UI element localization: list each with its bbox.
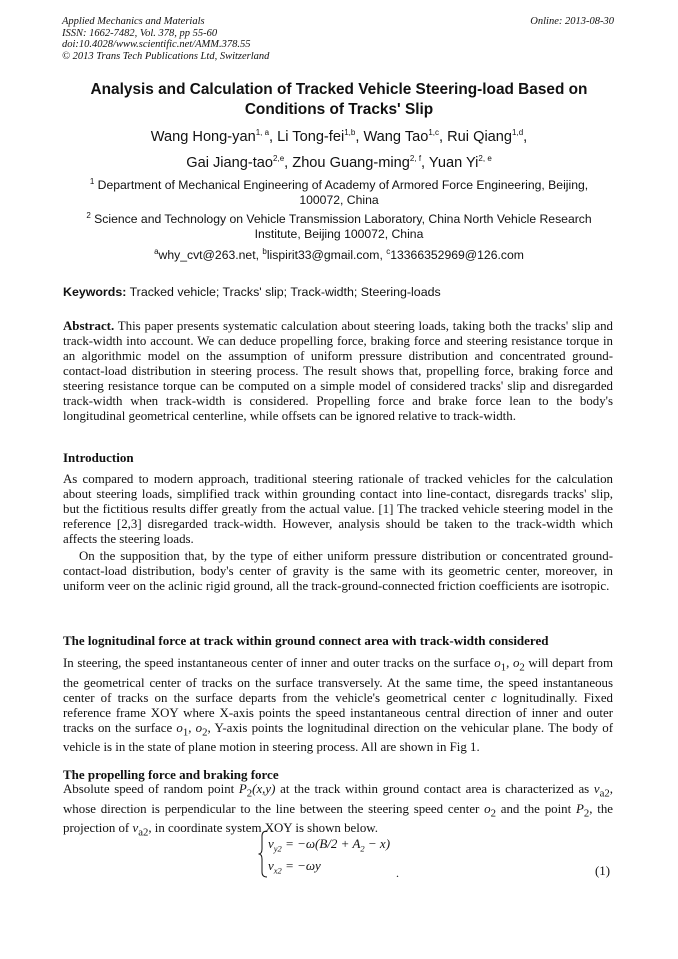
math-sub: a2 xyxy=(599,787,610,800)
text-run: Absolute speed of random point xyxy=(63,782,239,796)
text-run: , in coordinate system XOY is shown below. xyxy=(148,821,378,836)
equation-1 xyxy=(258,830,418,878)
copyright-line: © 2013 Trans Tech Publications Ltd, Switzerland xyxy=(62,50,270,62)
math-o2: o xyxy=(484,801,491,816)
email-link[interactable]: 13366352969@126.com xyxy=(390,248,524,262)
math-o2: o xyxy=(512,656,520,670)
paper-title: Analysis and Calculation of Tracked Vehicle Steering-load Based on Conditions of Tracks' Slip xyxy=(90,81,588,118)
author-name: Rui Qiang xyxy=(447,129,513,145)
eq-rhs: = −ω(B/2 + A xyxy=(281,836,361,851)
issn-line: ISSN: 1662-7482, Vol. 378, pp 55-60 xyxy=(62,27,218,39)
author-name: Zhou Guang-ming xyxy=(292,155,410,171)
author-name: Yuan Yi xyxy=(428,155,479,171)
intro-paragraph-2: On the supposition that, by the type of either uniform pressure distribution or concentrated ground-contact-load distribution, body's center of gravity is the same with its geometric center, moreover, in uniform veer on the aclinic rigid ground, all the track-ground-connected friction coefficients are isotropic. xyxy=(63,549,613,593)
abstract-label: Abstract. xyxy=(63,319,115,333)
math-P2: P xyxy=(238,782,247,796)
affiliation-text: Science and Technology on Vehicle Transmission Laboratory, China North Vehicle Research Institute, Beijing 100072, China xyxy=(94,212,592,241)
author-separator: , xyxy=(284,155,293,171)
author-name: Gai Jiang-tao xyxy=(186,155,274,171)
email-sup: b xyxy=(262,246,267,256)
keywords-label: Keywords: xyxy=(63,285,127,299)
math-c: c xyxy=(490,690,497,705)
author-line-1 xyxy=(60,124,618,150)
eq-end: − x) xyxy=(364,836,391,851)
author-sup: 1, a xyxy=(255,128,270,138)
section-heading-propelling-force: The propelling force and braking force xyxy=(63,767,279,782)
text-run: lognitudinally. Fixed reference frame XOY where X-axis points the speed instantaneous central direction of inner and outer tracks on the surface xyxy=(63,690,613,735)
text-run: , whose direction is perpendicular to the line between the steering speed center xyxy=(63,782,613,816)
text-run: and the point xyxy=(495,801,576,816)
affiliation-sup: 2 xyxy=(86,210,91,220)
affiliation-sup: 1 xyxy=(89,176,95,186)
left-brace-icon xyxy=(258,830,268,878)
author-separator: , xyxy=(523,129,528,145)
abstract xyxy=(63,319,613,424)
affiliation-text: Department of Mechanical Engineering of Academy of Armored Force Engineering, Beijing, 100072, China xyxy=(97,178,589,207)
author-name: Wang Hong-yan xyxy=(150,129,256,145)
author-list xyxy=(60,124,618,176)
math-sub: 2 xyxy=(583,807,590,820)
doi-line: doi:10.4028/www.scientific.net/AMM.378.55 xyxy=(62,39,251,50)
text-run: at the track within ground contact area is characterized as xyxy=(275,782,594,796)
math-o1: o xyxy=(494,656,501,670)
online-date: Online: 2013-08-30 xyxy=(530,16,614,27)
text-run: , the projection of xyxy=(63,801,614,836)
text-run: , xyxy=(506,656,513,670)
eq-rhs: = −ωy xyxy=(281,858,321,873)
math-sub: 2 xyxy=(490,807,496,820)
email-sup: c xyxy=(386,246,391,256)
eq-sub: y2 xyxy=(273,843,282,854)
author-separator: , xyxy=(421,155,429,171)
eq-var: v xyxy=(268,858,274,873)
math-o1: o xyxy=(176,720,183,735)
equation-line-2 xyxy=(268,858,321,876)
author-sup: 1,b xyxy=(344,128,356,138)
math-sub: 1 xyxy=(182,726,189,739)
longitudinal-paragraph xyxy=(63,656,613,755)
keywords xyxy=(63,285,623,300)
author-separator: , xyxy=(269,129,278,145)
journal-name: Applied Mechanics and Materials xyxy=(62,16,205,27)
text-run: , xyxy=(188,720,196,735)
math-sub: 2 xyxy=(246,787,253,800)
email-list xyxy=(70,248,608,263)
author-sup: 1,c xyxy=(428,128,440,138)
math-va2: v xyxy=(593,782,600,796)
email-sup: a xyxy=(154,246,159,256)
equation-number: (1) xyxy=(595,864,611,878)
affiliation-2 xyxy=(70,212,608,242)
author-separator: , xyxy=(439,129,448,145)
text-run: will depart from the geometrical center of tracks on the surface transversely. At the same time, the speed instantaneous center of tracks on the surface departs from the vehicle's geometrical center xyxy=(63,656,613,705)
math-sub: 2 xyxy=(202,726,208,739)
math-P2: P xyxy=(576,801,584,816)
author-sup: 2,e xyxy=(273,154,285,164)
math-sub: a2 xyxy=(138,826,149,839)
math-sub: 1 xyxy=(500,661,507,674)
section-heading-longitudinal-force: The lognitudinal force at track within ground connect area with track-width considered xyxy=(63,633,549,648)
eq-sub: 2 xyxy=(360,843,365,854)
math-o2: o xyxy=(195,720,203,735)
math-sub: 2 xyxy=(519,661,525,674)
author-sup: 2, e xyxy=(478,154,492,164)
email-link[interactable]: lispirit33@gmail.com, xyxy=(266,248,387,262)
author-name: Li Tong-fei xyxy=(277,129,345,145)
email-link[interactable]: why_cvt@263.net, xyxy=(158,248,263,262)
section-heading-introduction: Introduction xyxy=(63,450,134,465)
author-sup: 1,d xyxy=(512,128,524,138)
eq-sub: x2 xyxy=(273,865,282,876)
intro-paragraph-1: As compared to modern approach, traditional steering rationale of tracked vehicles for the calculation about steering loads, simplified track within grounding contact into line-contact, disregards tracks' slip, but the fictitious results differ greatly from the actual value. [1] The tracked vehicle steering model in the reference [2,3] disregarded track-width. However, analysis should be taken to the track-width which affects the steering loads. xyxy=(63,472,613,546)
keywords-text: Tracked vehicle; Tracks' slip; Track-width; Steering-loads xyxy=(129,285,441,299)
author-separator: , xyxy=(355,129,364,145)
math-args: (x,y) xyxy=(252,782,276,796)
affiliation-1 xyxy=(70,178,608,208)
eq-var: v xyxy=(268,836,274,851)
author-line-2 xyxy=(60,150,618,176)
text-run: In steering, the speed instantaneous center of inner and outer tracks on the surface xyxy=(63,656,495,670)
math-va2: v xyxy=(132,821,139,836)
author-name: Wang Tao xyxy=(363,129,429,145)
abstract-text: This paper presents systematic calculation about steering loads, taking both the tracks' slip and track-width into account. We can deduce propelling force, braking force and steering resistance torque in an algorithmic model on the assumption of uniform pressure distribution and concentrated ground-contact-load distribution in steering process. The result shows that, propelling force, braking force and steering resistance torque can be computed on a simple model of considered tracks' slip and disregarded track-width when track-width is considered. Propelling force and brake force lean to the body's longitudinal geometrical centerline, while offsets can be ignored relative to track-width. xyxy=(63,319,613,423)
text-run: , Y-axis points the lognitudinal direction on the vehicular plane. The body of vehicle is in the state of plane motion in steering process. All are shown in Fig 1. xyxy=(63,720,613,755)
equation-period: . xyxy=(396,866,399,880)
journal-info xyxy=(62,16,269,62)
author-sup: 2, f xyxy=(409,154,422,164)
equation-line-1 xyxy=(268,836,390,854)
